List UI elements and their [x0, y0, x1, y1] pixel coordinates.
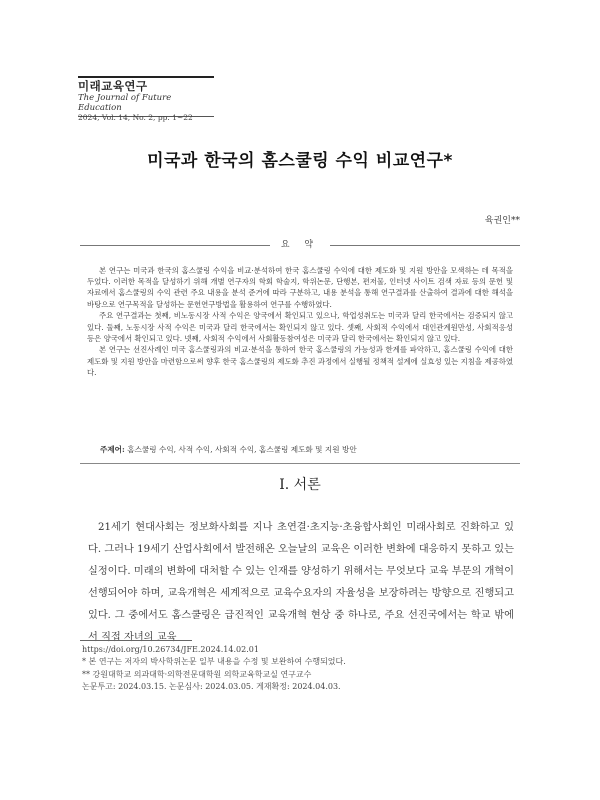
- journal-header: [78, 76, 214, 122]
- journal-name-en: The Journal of Future Education: [78, 93, 172, 113]
- section-title: Ⅰ. 서론: [279, 477, 321, 493]
- abstract-header: [80, 238, 520, 252]
- journal-volume-info: 2024, Vol. 14, No. 2, pp. 1~22: [78, 113, 193, 122]
- footnote-2: ** 강원대학교 의과대학·의학전문대학원 의학교육학교실 연구교수: [82, 669, 312, 679]
- abstract-label: 요 약: [280, 240, 320, 250]
- footnote-1: * 본 연구는 저자의 박사학위논문 일부 내용을 수정 및 보완하여 수행되었다.: [82, 657, 346, 667]
- abstract-paragraph-3: 본 연구는 선진사례인 미국 홈스쿨링과의 비교·분석을 통하여 한국 홈스쿨링의 가능성과 한계를 파악하고, 홈스쿨링 수익에 대한 제도화 및 지원 방안을 마련함으로써 향후 한국 홈스쿨링의 제도화 추진 과정에서 실행될 정책적 설계에 실효성 있는 지침을 제공하였다.: [87, 345, 513, 377]
- intro-body-text: 21세기 현대사회는 정보화사회를 지나 초연결·초지능·초융합사회인 미래사회로 진화하고 있다. 그러나 19세기 산업사회에서 발전해온 오늘날의 교육은 이러한 변화에 대응하지 못하고 있는 실정이다. 미래의 변화에 대처할 수 있는 인재를 양성하기 위해서는 무엇보다 교육 부문의 개혁이 선행되어야 하며, 교육개혁은 세계적으로 교육수요자의 자율성을 보장하려는 방향으로 진행되고 있다. 그 중에서도 홈스쿨링은 급진적인 교육개혁 현상 중 하나로, 주요 선진국에서는 학교 밖에서 직접 자녀의 교육: [88, 522, 514, 643]
- abstract-body: [87, 265, 513, 379]
- keywords-label: 주제어:: [100, 445, 125, 454]
- footnotes: [82, 644, 522, 694]
- doi-link[interactable]: https://doi.org/10.26734/JFE.2024.14.02.01: [82, 645, 259, 654]
- paper-title: 미국과 한국의 홈스쿨링 수익 비교연구*: [147, 151, 453, 171]
- submission-dates: 논문투고: 2024.03.15. 논문심사: 2024.03.05. 게재확정: 2024.04.03.: [82, 682, 341, 692]
- abstract-paragraph-1: 본 연구는 미국과 한국의 홈스쿨링 수익을 비교·분석하여 한국 홈스쿨링 수익에 대한 제도화 및 지원 방안을 모색하는 데 목적을 두었다. 이러한 목적을 달성하기 위해 개별 연구자의 학회 학술지, 학위논문, 단행본, 편저물, 인터넷 사이트 검색 자료 등의 문헌 및 자료에서 홈스쿨링의 수익 관련 주요 내용을 분석 준거에 따라 구분하고, 내용 분석을 통해 연구결과를 산출하여 결과에 대한 해석을 바탕으로 연구목적을 달성하는 문헌연구방법을 활용하여 연구를 수행하였다.: [87, 266, 513, 309]
- abstract-bottom-rule: [80, 463, 520, 464]
- keywords-text: 홈스쿨링 수익, 사적 수익, 사회적 수익, 홈스쿨링 제도화 및 지원 방안: [127, 445, 357, 454]
- keywords: [100, 444, 357, 455]
- author-name: 육권인**: [484, 216, 520, 226]
- footnote-rule: [80, 640, 192, 641]
- abstract-paragraph-2: 주요 연구결과는 첫째, 비노동시장 사적 수익은 양국에서 확인되고 있으나, 학업성취도는 미국과 달리 한국에서는 검증되지 않고 있다. 둘째, 노동시장 사적 수익은 미국과 달리 한국에서는 확인되지 않고 있다. 셋째, 사회적 수익에서 대인관계원만성, 사회적응성 등은 양국에서 확인되고 있다. 넷째, 사회적 수익에서 사회활동참여성은 미국과 달리 한국에서는 확인되지 않고 있다.: [87, 311, 513, 343]
- journal-name: 미래교육연구: [78, 79, 148, 93]
